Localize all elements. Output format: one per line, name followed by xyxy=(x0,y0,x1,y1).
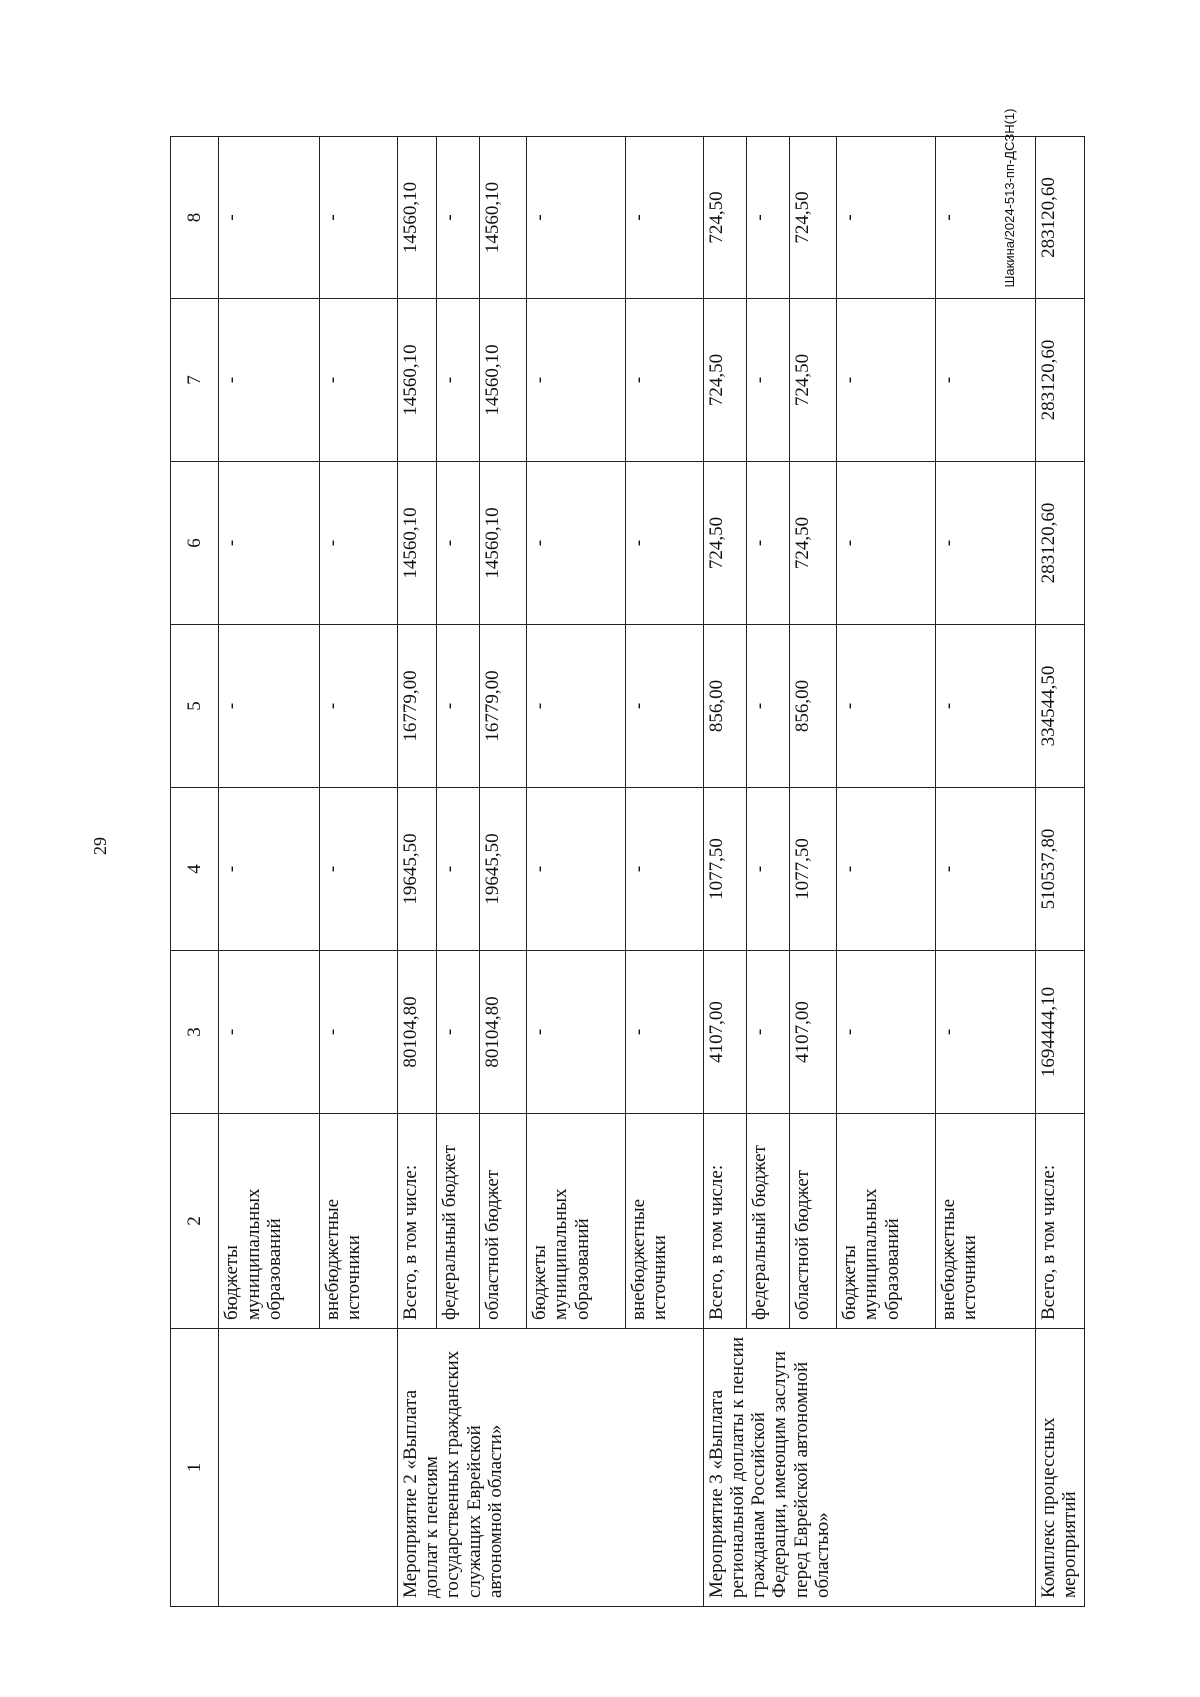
header-cell: 8 xyxy=(171,137,219,299)
value-cell: - xyxy=(837,625,936,788)
value-cell: 14560,10 xyxy=(479,299,526,462)
source-cell: внебюджетные источники xyxy=(319,1114,397,1329)
header-cell: 3 xyxy=(171,951,219,1114)
value-cell: - xyxy=(625,462,703,625)
value-cell: 4107,00 xyxy=(789,951,836,1114)
table-row xyxy=(703,137,746,1607)
value-cell: 19645,50 xyxy=(397,788,436,951)
value-cell: 14560,10 xyxy=(479,462,526,625)
value-cell: 724,50 xyxy=(789,299,836,462)
value-cell: 1077,50 xyxy=(703,788,746,951)
value-cell: 14560,10 xyxy=(397,462,436,625)
value-cell: - xyxy=(935,137,1036,299)
source-cell: бюджеты муниципальных образований xyxy=(837,1114,936,1329)
source-cell: Всего, в том числе: xyxy=(397,1114,436,1329)
value-cell: - xyxy=(319,462,397,625)
value-cell: - xyxy=(527,788,626,951)
table-row xyxy=(397,137,436,1607)
value-cell: - xyxy=(319,137,397,299)
document-code: Шакина/2024-513-пп-ДСЗН(1) xyxy=(1002,108,1017,288)
value-cell: - xyxy=(746,137,789,299)
value-cell: 510537,80 xyxy=(1036,788,1085,951)
value-cell: - xyxy=(219,951,320,1114)
value-cell: - xyxy=(625,625,703,788)
header-cell: 1 xyxy=(171,1329,219,1607)
value-cell: 856,00 xyxy=(703,625,746,788)
value-cell: - xyxy=(746,788,789,951)
source-cell: внебюджетные источники xyxy=(935,1114,1036,1329)
value-cell: - xyxy=(527,462,626,625)
value-cell: - xyxy=(436,299,479,462)
value-cell: - xyxy=(436,951,479,1114)
value-cell: 14560,10 xyxy=(397,137,436,299)
value-cell: - xyxy=(219,788,320,951)
value-cell: 283120,60 xyxy=(1036,299,1085,462)
value-cell: - xyxy=(837,299,936,462)
activity-cell xyxy=(219,1329,398,1607)
value-cell: - xyxy=(935,788,1036,951)
value-cell: - xyxy=(436,788,479,951)
value-cell: - xyxy=(219,137,320,299)
value-cell: - xyxy=(527,625,626,788)
source-cell: внебюджетные источники xyxy=(625,1114,703,1329)
value-cell: 724,50 xyxy=(789,137,836,299)
value-cell: 14560,10 xyxy=(479,137,526,299)
value-cell: 283120,60 xyxy=(1036,137,1085,299)
source-cell: областной бюджет xyxy=(479,1114,526,1329)
value-cell: - xyxy=(935,951,1036,1114)
value-cell: - xyxy=(219,625,320,788)
header-cell: 4 xyxy=(171,788,219,951)
source-cell: Всего, в том числе: xyxy=(1036,1114,1085,1329)
value-cell: - xyxy=(935,625,1036,788)
value-cell: 724,50 xyxy=(789,462,836,625)
value-cell: 724,50 xyxy=(703,299,746,462)
activity-cell: Мероприятие 3 «Выплата региональной доплаты к пенсии гражданам Российской Федерации, имеющим заслуги перед Еврейской автономной областью» xyxy=(703,1329,1035,1607)
activity-cell: Комплекс процессных мероприятий xyxy=(1036,1329,1085,1607)
value-cell: - xyxy=(746,625,789,788)
header-cell: 5 xyxy=(171,625,219,788)
value-cell: - xyxy=(319,299,397,462)
table-row-total xyxy=(1036,137,1085,1607)
budget-table xyxy=(170,136,1085,1607)
value-cell: - xyxy=(625,299,703,462)
value-cell: 1694444,10 xyxy=(1036,951,1085,1114)
value-cell: - xyxy=(319,625,397,788)
value-cell: 4107,00 xyxy=(703,951,746,1114)
value-cell: - xyxy=(837,788,936,951)
value-cell: - xyxy=(746,951,789,1114)
value-cell: - xyxy=(527,951,626,1114)
rotated-table-container xyxy=(170,137,1085,1607)
source-cell: Всего, в том числе: xyxy=(703,1114,746,1329)
value-cell: - xyxy=(219,299,320,462)
activity-cell: Мероприятие 2 «Выплата доплат к пенсиям государственных гражданских служащих Еврейской автономной области» xyxy=(397,1329,703,1607)
value-cell: 334544,50 xyxy=(1036,625,1085,788)
source-cell: бюджеты муниципальных образований xyxy=(219,1114,320,1329)
value-cell: - xyxy=(436,625,479,788)
value-cell: - xyxy=(436,137,479,299)
value-cell: - xyxy=(436,462,479,625)
value-cell: 724,50 xyxy=(703,137,746,299)
header-cell: 7 xyxy=(171,299,219,462)
source-cell: областной бюджет xyxy=(789,1114,836,1329)
value-cell: - xyxy=(319,788,397,951)
header-row xyxy=(171,137,219,1607)
value-cell: - xyxy=(837,462,936,625)
value-cell: - xyxy=(837,137,936,299)
page-number: 29 xyxy=(90,837,110,855)
value-cell: 724,50 xyxy=(703,462,746,625)
value-cell: - xyxy=(746,299,789,462)
header-cell: 2 xyxy=(171,1114,219,1329)
value-cell: 283120,60 xyxy=(1036,462,1085,625)
value-cell: 856,00 xyxy=(789,625,836,788)
value-cell: 1077,50 xyxy=(789,788,836,951)
value-cell: - xyxy=(625,788,703,951)
value-cell: 80104,80 xyxy=(479,951,526,1114)
value-cell: 16779,00 xyxy=(397,625,436,788)
value-cell: - xyxy=(625,951,703,1114)
value-cell: - xyxy=(935,462,1036,625)
value-cell: - xyxy=(527,299,626,462)
value-cell: 14560,10 xyxy=(397,299,436,462)
value-cell: 19645,50 xyxy=(479,788,526,951)
value-cell: 80104,80 xyxy=(397,951,436,1114)
source-cell: бюджеты муниципальных образований xyxy=(527,1114,626,1329)
value-cell: 16779,00 xyxy=(479,625,526,788)
table-row xyxy=(219,137,320,1607)
value-cell: - xyxy=(625,137,703,299)
value-cell: - xyxy=(527,137,626,299)
value-cell: - xyxy=(746,462,789,625)
source-cell: федеральный бюджет xyxy=(746,1114,789,1329)
value-cell: - xyxy=(319,951,397,1114)
value-cell: - xyxy=(219,462,320,625)
value-cell: - xyxy=(935,299,1036,462)
value-cell: - xyxy=(837,951,936,1114)
header-cell: 6 xyxy=(171,462,219,625)
source-cell: федеральный бюджет xyxy=(436,1114,479,1329)
